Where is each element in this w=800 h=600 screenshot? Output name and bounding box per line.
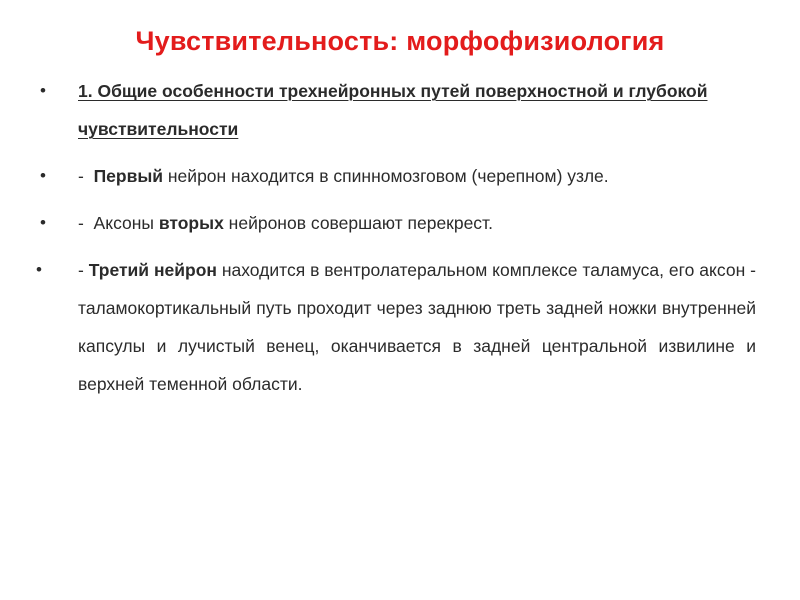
bullet-dot-icon: •: [40, 81, 46, 100]
list-item-third-neuron: [36, 251, 756, 403]
item-text: нейрон находится в спинномозговом (черепном) узле.: [163, 166, 609, 186]
item-prefix: - Аксоны: [78, 213, 159, 233]
item-text: нейронов совершают перекрест.: [223, 213, 493, 233]
item-heading-text: 1. Общие особенности трехнейронных путей поверхностной и глубокой чувствительности: [78, 81, 708, 139]
slide-title: Чувствительность: морфофизиология: [135, 26, 665, 56]
list-item-second-neurons: [36, 204, 756, 242]
bullet-dot-icon: •: [40, 213, 46, 232]
item-bold-text: Первый: [93, 166, 164, 186]
item-bold-text: Третий нейрон: [88, 260, 217, 280]
item-prefix: -: [78, 166, 94, 186]
item-text: находится в вентролатеральном комплексе таламуса, его аксон - таламокортикальный путь проходит через заднюю треть задней ножки внутренней капсулы и лучистый венец, оканчивается в задней центральной извилине и верхней теменной области.: [78, 260, 756, 394]
item-prefix: -: [78, 260, 89, 280]
list-item-general-features: [36, 72, 756, 148]
bullet-dot-icon: •: [36, 260, 42, 279]
bullet-dot-icon: •: [40, 166, 46, 185]
bullet-list: [36, 72, 756, 403]
list-item-first-neuron: [36, 157, 756, 195]
item-bold-text: вторых: [158, 213, 224, 233]
